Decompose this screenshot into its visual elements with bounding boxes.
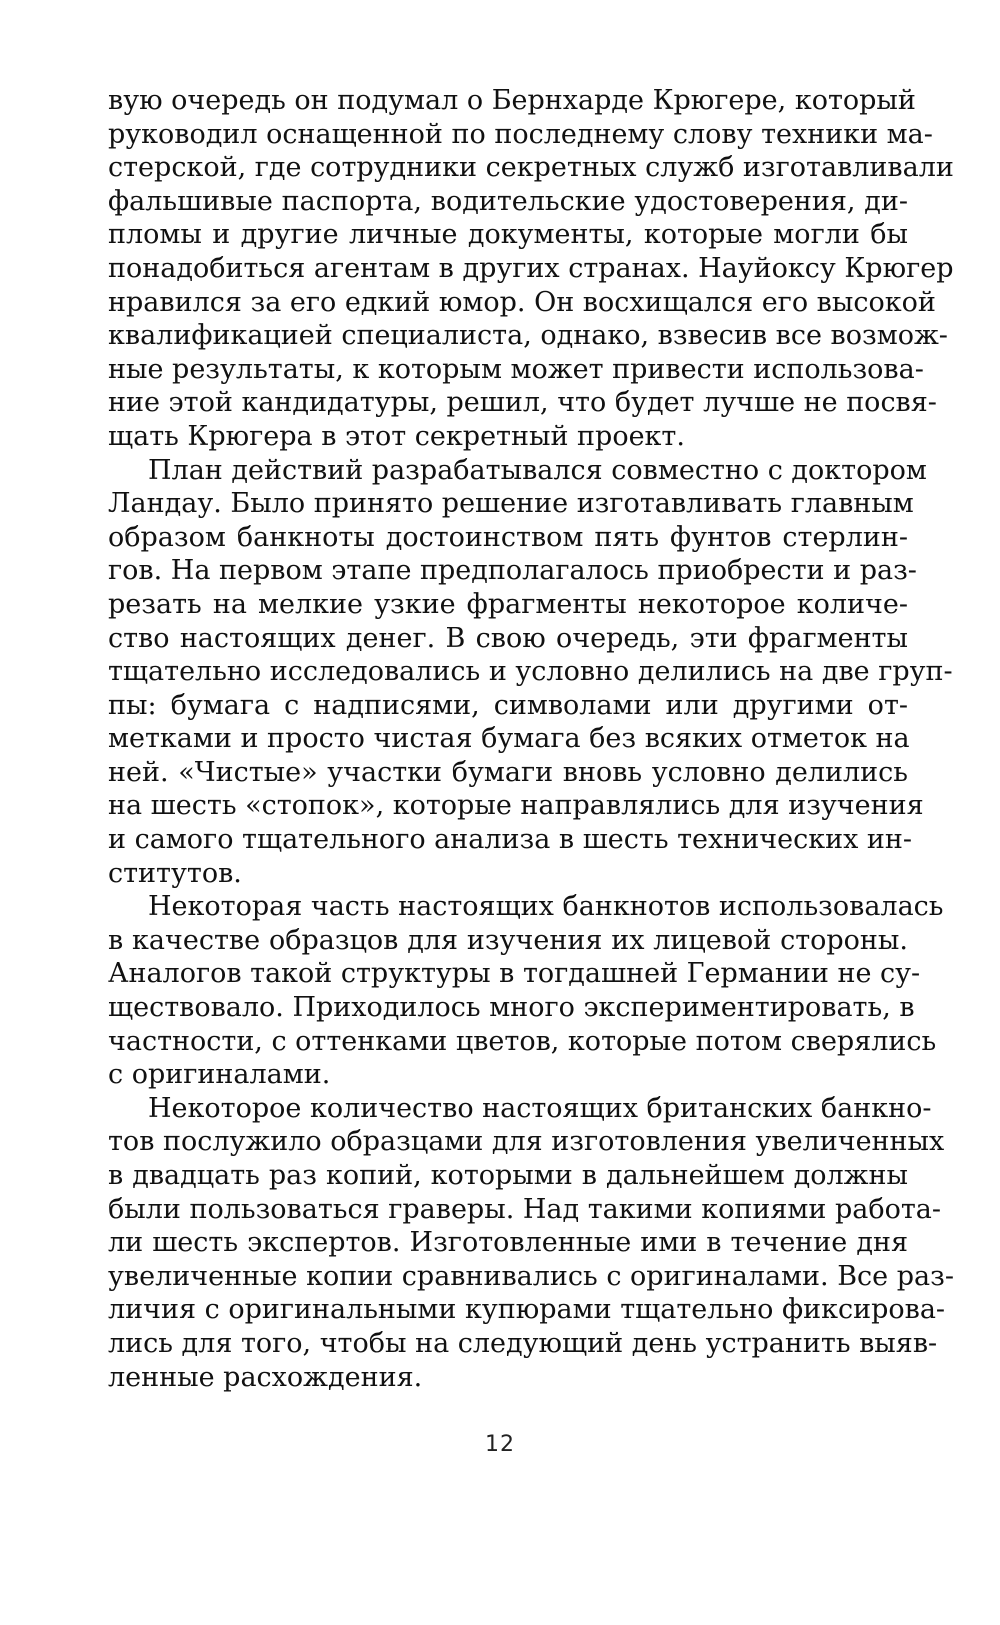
text-line: ней. «Чистые» участки бумаги вновь условно делились [108, 756, 908, 788]
text-line: ститутов. [108, 857, 242, 889]
text-line: были пользоваться граверы. Над такими копиями работа- [108, 1193, 941, 1225]
paragraph [108, 890, 944, 1092]
paragraph [108, 84, 954, 454]
text-line: лись для того, чтобы на следующий день устранить выяв- [108, 1327, 938, 1359]
text-line: квалификацией специалиста, однако, взвесив все возмож- [108, 320, 948, 352]
text-line: вую очередь он подумал о Бернхарде Крюгере, который [108, 85, 916, 116]
text-line: в двадцать раз копий, которыми в дальнейшем должны [108, 1160, 908, 1191]
text-line: тов послужило образцами для изготовления увеличенных [108, 1126, 945, 1158]
text-line: щать Крюгера в этот секретный проект. [108, 420, 685, 452]
text-line: понадобиться агентам в других странах. Науйоксу Крюгер [108, 252, 954, 284]
paragraph [108, 1092, 954, 1394]
text-line: Аналогов такой структуры в тогдашней Германии не су- [108, 958, 921, 990]
text-line: пломы и другие личные документы, которые могли бы [108, 219, 908, 251]
text-line: руководил оснащенной по последнему слову техники ма- [108, 118, 933, 150]
body-text [108, 84, 954, 1394]
text-line: образом банкноты достоинством пять фунтов стерлин- [108, 521, 908, 553]
text-line: метками и просто чистая бумага без всяких отметок на [108, 723, 910, 755]
text-line: пы: бумага с надписями, символами или другими от- [108, 689, 908, 721]
page-number: 12 [485, 1432, 515, 1457]
text-line: ство настоящих денег. В свою очередь, эти фрагменты [108, 622, 908, 654]
text-line: стерской, где сотрудники секретных служб изготавливали [108, 152, 954, 184]
text-line: личия с оригинальными купюрами тщательно фиксирова- [108, 1294, 946, 1326]
text-line: ные результаты, к которым может привести использова- [108, 353, 924, 385]
text-line: увеличенные копии сравнивались с оригиналами. Все раз- [108, 1260, 954, 1292]
text-line: ли шесть экспертов. Изготовленные ими в течение дня [108, 1227, 908, 1259]
text-line: на шесть «стопок», которые направлялись для изучения [108, 790, 924, 822]
text-line: ленные расхождения. [108, 1361, 423, 1393]
text-line: с оригиналами. [108, 1059, 331, 1091]
text-line: частности, с оттенками цветов, которые потом сверялись [108, 1025, 937, 1057]
text-line: План действий разрабатывался совместно с доктором [148, 454, 927, 486]
text-line: ществовало. Приходилось много экспериментировать, в [108, 992, 915, 1024]
text-line: нравился за его едкий юмор. Он восхищался его высокой [108, 286, 936, 318]
text-line: в качестве образцов для изучения их лицевой стороны. [108, 924, 908, 956]
text-line: Некоторая часть настоящих банкнотов использовалась [148, 891, 944, 923]
text-line: резать на мелкие узкие фрагменты некоторое количе- [108, 588, 908, 620]
text-line: фальшивые паспорта, водительские удостоверения, ди- [108, 185, 908, 217]
text-line: гов. На первом этапе предполагалось приобрести и раз- [108, 555, 917, 587]
text-line: Некоторое количество настоящих британских банкно- [148, 1092, 932, 1124]
text-line: тщательно исследовались и условно делились на две груп- [108, 656, 953, 688]
paragraph [108, 454, 953, 891]
text-line: и самого тщательного анализа в шесть технических ин- [108, 824, 913, 856]
text-line: ние этой кандидатуры, решил, что будет лучше не посвя- [108, 387, 937, 419]
text-line: Ландау. Было принято решение изготавливать главным [108, 488, 914, 520]
